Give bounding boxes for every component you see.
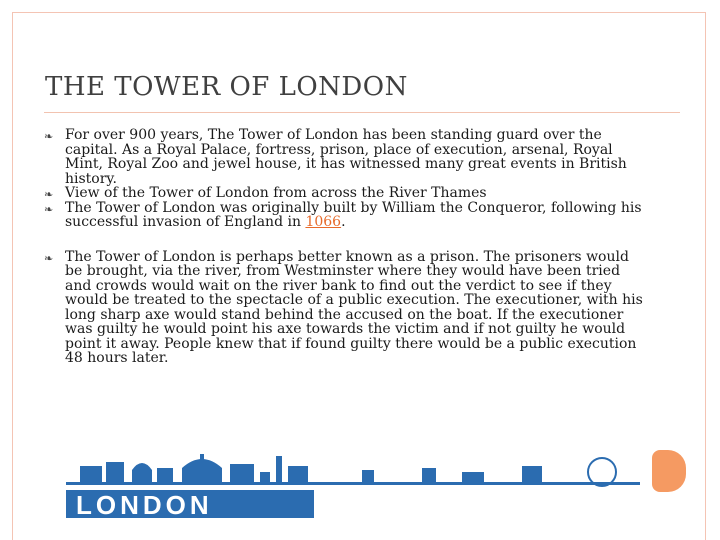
logo-wordmark: LONDON — [76, 490, 213, 520]
bullet-text: The Tower of London was originally built by William the Conqueror, following his successful invasion of England in — [65, 199, 642, 230]
bullet-item — [44, 250, 644, 366]
bullet-text: For over 900 years, The Tower of London has been standing guard over the capital. As a Royal Palace, fortress, prison, place of execution, arsenal, Royal Mint, Royal Zoo and jewel house, it has witnessed many great events in British history. — [65, 127, 627, 187]
fleuron-bullet-icon: ❧ — [44, 188, 54, 201]
bullet-text-end: . — [341, 214, 346, 230]
accent-circle — [652, 450, 686, 492]
year-link[interactable]: 1066 — [305, 214, 342, 230]
bullet-item — [44, 128, 644, 186]
fleuron-bullet-icon: ❧ — [44, 202, 54, 216]
bullet-item — [44, 201, 644, 230]
london-skyline-logo — [62, 452, 642, 522]
bullet-item — [44, 186, 644, 201]
bullet-text: View of the Tower of London from across the River Thames — [65, 185, 487, 201]
fleuron-bullet-icon: ❧ — [44, 251, 54, 265]
fleuron-bullet-icon: ❧ — [44, 130, 54, 143]
bullet-text: The Tower of London is perhaps better known as a prison. The prisoners would be brought, via the river, from Westminster where they would have been tried and crowds would wait on the river bank to find out the verdict to see if they would be treated to the spectacle of a public execution. The executioner, with his long sharp axe would stand behind the accused on the boat. If the executioner was guilty he would point his axe towards the victim and if not guilty he would point it away. People knew that if found guilty there would be a public execution 48 hours later. — [65, 248, 643, 366]
bullet-list — [44, 128, 644, 366]
slide-title: THE TOWER OF LONDON — [45, 72, 408, 102]
title-divider — [44, 112, 680, 113]
